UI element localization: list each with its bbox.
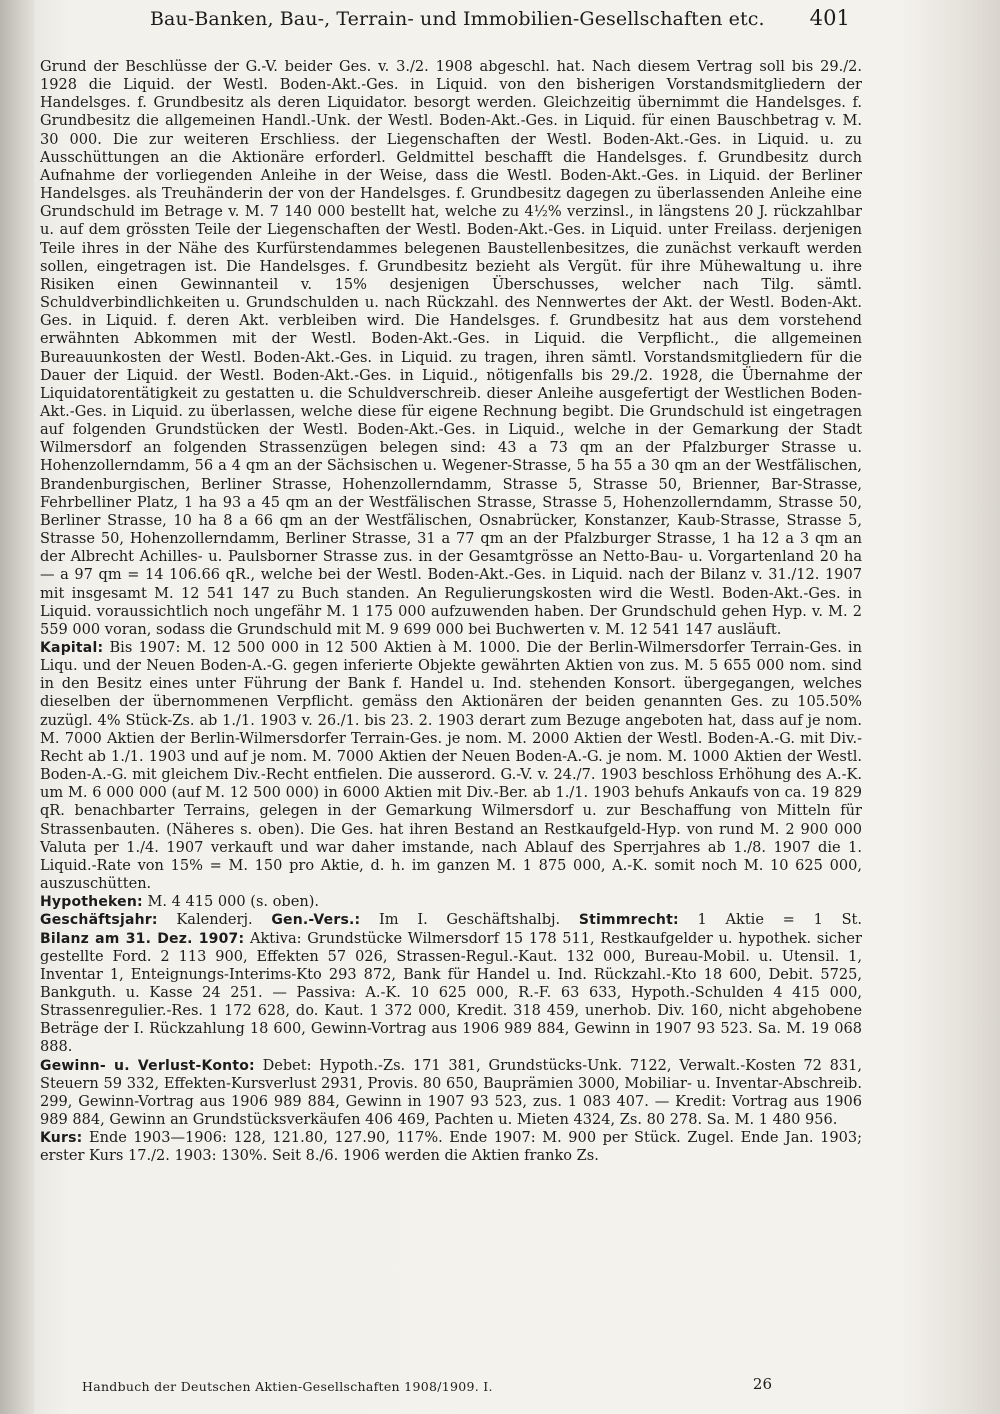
- paragraph-gewinn-verlust: [40, 1057, 862, 1130]
- running-header: [150, 8, 850, 36]
- paragraph-text: M. 4 415 000 (s. oben).: [147, 893, 320, 911]
- paragraph-geschaeftsjahr: [40, 911, 862, 929]
- paragraph-liquidation-agreement: [40, 58, 862, 639]
- section-heading: Kurs:: [40, 1130, 83, 1147]
- section-heading: Stimmrecht:: [578, 912, 679, 929]
- paragraph-hypotheken: [40, 893, 862, 911]
- header-title: Bau-Banken, Bau-, Terrain- und Immobilien-Gesellschaften etc.: [150, 8, 765, 30]
- paragraph-kapital: [40, 639, 862, 893]
- footer-text: Handbuch der Deutschen Aktien-Gesellschaften 1908/1909. I.: [82, 1379, 493, 1394]
- book-spine-shadow: [0, 0, 34, 1414]
- section-heading: Geschäftsjahr:: [40, 912, 158, 929]
- paragraph-text: Grund der Beschlüsse der G.-V. beider Ges. v. 3./2. 1908 abgeschl. hat. Nach diesem Vertrag soll bis 29./2. 1928 die Liquid. der Westl. Boden-Akt.-Ges. in Liquid. von den bisherigen Vorstandsmitgliedern der Handelsges. f. Grundbesitz als deren Liquidator. besorgt werden. Gleichzeitig übernimmt die Handelsges. f. Grundbesitz die allgemeinen Handl.-Unk. der Westl. Boden-Akt.-Ges. in Liquid. für einen Bauschbetrag v. M. 30 000. Die zur weiteren Erschliess. der Liegenschaften der Westl. Boden-Akt.-Ges. in Liquid. u. zu Ausschüttungen an die Aktionäre erforderl. Geldmittel beschafft die Handelsges. f. Grundbesitz durch Aufnahme der vorliegenden Anleihe in der Weise, dass die Westl. Boden-Akt.-Ges. in Liquid. der Berliner Handelsges. als Treuhänderin der von der Handelsges. f. Grundbesitz dagegen zu überlassenden Anleihe eine Grundschuld im Betrage v. M. 7 140 000 bestellt hat, welche zu 4½% verzinsl., in längstens 20 J. rückzahlbar u. auf dem grössten Teile der Liegenschaften der Westl. Boden-Akt.-Ges. in Liquid. unter Freilass. derjenigen Teile ihres in der Nähe des Kurfürstendammes belegenen Baustellenbesitzes, die zunächst verkauft werden sollen, eingetragen ist. Die Handelsges. f. Grundbesitz bezieht als Vergüt. für ihre Mühewaltung u. ihre Risiken einen Gewinnanteil v. 15% desjenigen Überschusses, welcher nach Tilg. sämtl. Schuldverbindlichkeiten u. Grundschulden u. nach Rückzahl. des Nennwertes der Akt. der Westl. Boden-Akt. Ges. in Liquid. f. deren Akt. verbleiben wird. Die Handelsges. f. Grundbesitz hat aus dem vorstehend erwähnten Abkommen mit der Westl. Boden-Akt.-Ges. in Liquid. die Verpflicht., die allgemeinen Bureauunkosten der Westl. Boden-Akt.-Ges. in Liquid. zu tragen, ihren sämtl. Vorstandsmitgliedern für die Dauer der Liquid. der Westl. Boden-Akt.-Ges. in Liquid., nötigenfalls bis 29./2. 1928, die Übernahme der Liquidatorentätigkeit zu gestatten u. die Schuldverschreib. dieser Anleihe ausgefertigt der Westlichen Boden-Akt.-Ges. in Liquid. zu überlassen, welche diese für eigene Rechnung begibt. Die Grundschuld ist eingetragen auf folgenden Grundstücken der Westl. Boden-Akt.-Ges. in Liquid., welche in der Gemarkung der Stadt Wilmersdorf an folgenden Strassenzügen belegen sind: 43 a 73 qm an der Pfalzburger Strasse u. Hohenzollerndamm, 56 a 4 qm an der Sächsischen u. Wegener-Strasse, 5 ha 55 a 30 qm an der Westfälischen, Brandenburgischen, Berliner Strasse, Hohenzollerndamm, Strasse 5, Strasse 50, Brienner, Bar-Strasse, Fehrbelliner Platz, 1 ha 93 a 45 qm an der Westfälischen Strasse, Strasse 5, Hohenzollerndamm, Strasse 50, Berliner Strasse, 10 ha 8 a 66 qm an der Westfälischen, Osnabrücker, Konstanzer, Kaub-Strasse, Strasse 5, Strasse 50, Hohenzollerndamm, Berliner Strasse, 31 a 77 qm an der Pfalzburger Strasse, 1 ha 12 a 3 qm an der Albrecht Achilles- u. Paulsborner Strasse zus. in der Gesamtgrösse an Netto-Bau- u. Vorgartenland 20 ha — a 97 qm = 14 106.66 qR., welche bei der Westl. Boden-Akt.-Ges. in Liquid. nach der Bilanz v. 31./12. 1907 mit insgesamt M. 12 541 147 zu Buch standen. An Regulierungskosten wird die Westl. Boden-Akt.-Ges. in Liquid. voraussichtlich noch ungefähr M. 1 175 000 aufzuwenden haben. Der Grundschuld gehen Hyp. v. M. 2 559 000 voran, sodass die Grundschuld mit M. 9 699 000 bei Buchwerten v. M. 12 541 147 ausläuft.: [40, 58, 862, 638]
- section-heading: Kapital:: [40, 640, 104, 656]
- paragraph-text: Im I. Geschäftshalbj.: [379, 911, 561, 929]
- paragraph-text: Aktiva: Grundstücke Wilmersdorf 15 178 511, Restkaufgelder u. hypothek. sicher gestellte Ford. 2 113 900, Effekten 57 026, Strassen-Regul.-Kaut. 132 000, Bureau-Mobil. u. Utensil. 1, Inventar 1, Enteignungs-Interims-Kto 293 872, Bank für Handel u. Ind. Rückzahl.-Kto 18 600, Debit. 5725, Bankguth. u. Kasse 24 251. — Passiva: A.-K. 10 625 000, R.-F. 63 633, Hypoth.-Schulden 4 415 000, Strassenregulier.-Res. 1 172 628, do. Kaut. 1 372 000, Kredit. 318 459, unerhob. Div. 160, nicht abgehobene Beträge der I. Rückzahlung 18 600, Gewinn-Vortrag aus 1906 989 884, Gewinn in 1907 93 523. Sa. M. 19 068 888.: [40, 929, 862, 1056]
- section-heading: Gen.-Vers.:: [271, 912, 361, 929]
- body-text: [40, 58, 862, 1370]
- page-footer: [82, 1375, 772, 1401]
- signature-mark: 26: [752, 1375, 772, 1393]
- paragraph-text: Bis 1907: M. 12 500 000 in 12 500 Aktien à M. 1000. Die der Berlin-Wilmersdorfer Terrain-Ges. in Liqu. und der Neuen Boden-A.-G. gegen inferierte Objekte gewährten Aktien von zus. M. 5 655 000 nom. sind in den Besitz eines unter Führung der Bank f. Handel u. Ind. stehenden Konsort. übergegangen, welches dieselben der übernommenen Verpflicht. gemäss den Aktionären der beiden genannten Ges. zu 105.50% zuzügl. 4% Stück-Zs. ab 1./1. 1903 v. 26./1. bis 23. 2. 1903 derart zum Bezuge angeboten hat, dass auf je nom. M. 7000 Aktien der Berlin-Wilmersdorfer Terrain-Ges. je nom. M. 2000 Aktien der Westl. Boden-A.-G. mit Div.-Recht ab 1./1. 1903 und auf je nom. M. 7000 Aktien der Neuen Boden-A.-G. je nom. M. 1000 Aktien der Westl. Boden-A.-G. mit gleichem Div.-Recht entfielen. Die ausserord. G.-V. v. 24./7. 1903 beschloss Erhöhung des A.-K. um M. 6 000 000 (auf M. 12 500 000) in 6000 Aktien mit Div.-Ber. ab 1./1. 1903 behufs Ankaufs von ca. 19 829 qR. benachbarter Terrains, gelegen in der Gemarkung Wilmersdorf u. zur Beschaffung von Mitteln für Strassenbauten. (Näheres s. oben). Die Ges. hat ihren Bestand an Restkaufgeld-Hyp. von rund M. 2 900 000 Valuta per 1./4. 1907 verkauft und war daher imstande, nach Ablauf des Sperrjahres ab 1./8. 1907 die 1. Liquid.-Rate von 15% = M. 150 pro Aktie, d. h. im ganzen M. 1 875 000, A.-K. somit noch M. 10 625 000, auszuschütten.: [40, 639, 862, 893]
- paragraph-text: Kalenderj.: [176, 911, 253, 929]
- section-heading: Gewinn- u. Verlust-Konto:: [40, 1057, 255, 1074]
- paragraph-bilanz: [40, 930, 862, 1057]
- section-heading: Hypotheken:: [40, 894, 143, 911]
- paragraph-text: Ende 1903—1906: 128, 121.80, 127.90, 117%. Ende 1907: M. 900 per Stück. Zugel. Ende Jan. 1903; erster Kurs 17./2. 1903: 130%. Seit 8./6. 1906 werden die Aktien franko Zs.: [40, 1129, 863, 1165]
- paragraph-text: 1 Aktie = 1 St.: [697, 911, 862, 929]
- paragraph-text: Debet: Hypoth.-Zs. 171 381, Grundstücks-Unk. 7122, Verwalt.-Kosten 72 831, Steuern 59 332, Effekten-Kursverlust 2931, Provis. 80 650, Bauprämien 3000, Mobiliar- u. Inventar-Abschreib. 299, Gewinn-Vortrag aus 1906 989 884, Gewinn in 1907 93 523, zus. 1 083 407. — Kredit: Vortrag aus 1906 989 884, Gewinn an Grundstücksverkäufen 406 469, Pachten u. Mieten 4324, Zs. 80 278. Sa. M. 1 480 956.: [40, 1056, 863, 1129]
- paragraph-kurs: [40, 1129, 862, 1165]
- section-heading: Bilanz am 31. Dez. 1907:: [40, 930, 245, 947]
- page-number: 401: [809, 6, 850, 30]
